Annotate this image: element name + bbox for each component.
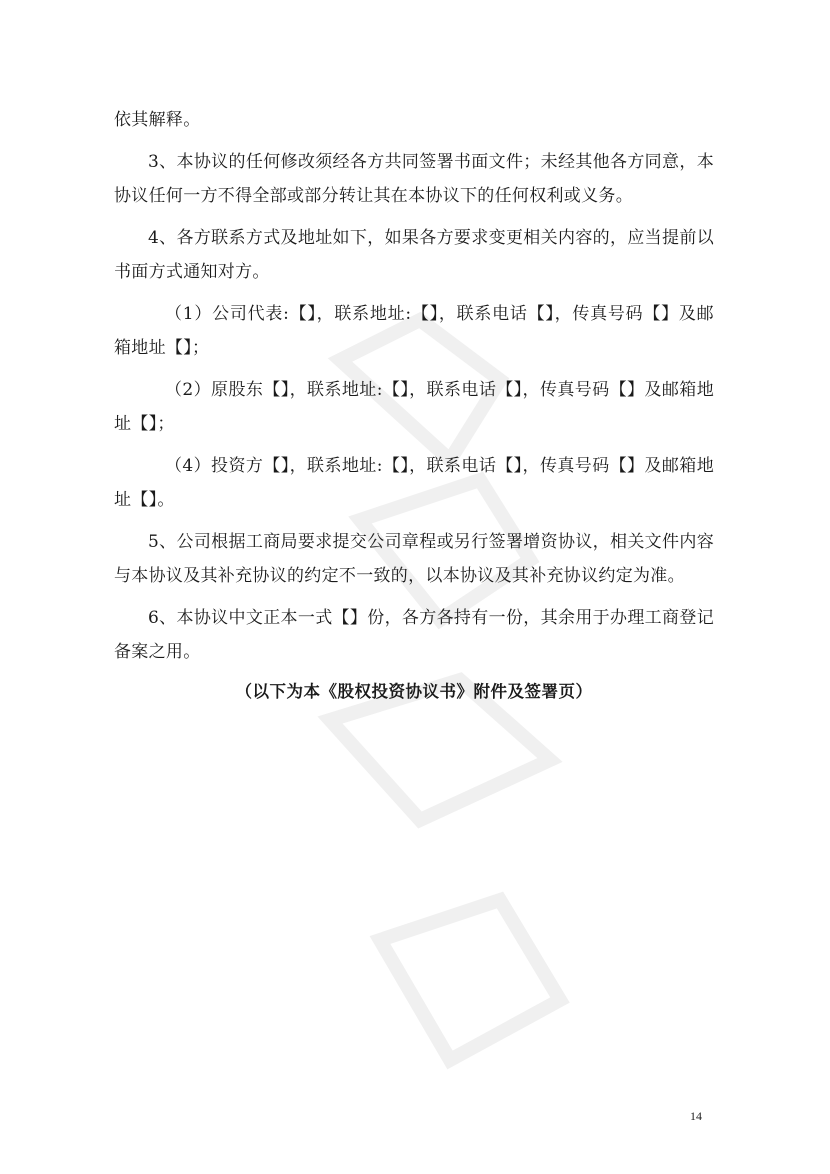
paragraph-clause-3: 3、本协议的任何修改须经各方共同签署书面文件；未经其他各方同意，本协议任何一方不得全部或部分转让其在本协议下的任何权利或义务。 bbox=[114, 152, 714, 206]
paragraph-clause-4: 4、各方联系方式及地址如下，如果各方要求变更相关内容的，应当提前以书面方式通知对方。 bbox=[114, 228, 714, 282]
paragraph-clause-6: 6、本协议中文正本一式【】份，各方各持有一份，其余用于办理工商登记备案之用。 bbox=[114, 608, 714, 662]
paragraph-continuation: 依其解释。 bbox=[114, 110, 201, 130]
document-body bbox=[114, 103, 714, 709]
paragraph-contact-investor: （4）投资方【】，联系地址:【】，联系电话【】，传真号码【】及邮箱地址【】。 bbox=[114, 456, 714, 510]
page-number: 14 bbox=[690, 1109, 702, 1123]
paragraph-contact-shareholder: （2）原股东【】，联系地址:【】，联系电话【】，传真号码【】及邮箱地址【】； bbox=[114, 380, 714, 434]
paragraph-contact-company: （1）公司代表:【】，联系地址:【】，联系电话【】，传真号码【】及邮箱地址【】； bbox=[114, 304, 714, 358]
paragraph-clause-5: 5、公司根据工商局要求提交公司章程或另行签署增资协议，相关文件内容与本协议及其补充协议的约定不一致的，以本协议及其补充协议约定为准。 bbox=[114, 532, 714, 586]
attachment-note: （以下为本《股权投资协议书》附件及签署页） bbox=[235, 682, 593, 701]
